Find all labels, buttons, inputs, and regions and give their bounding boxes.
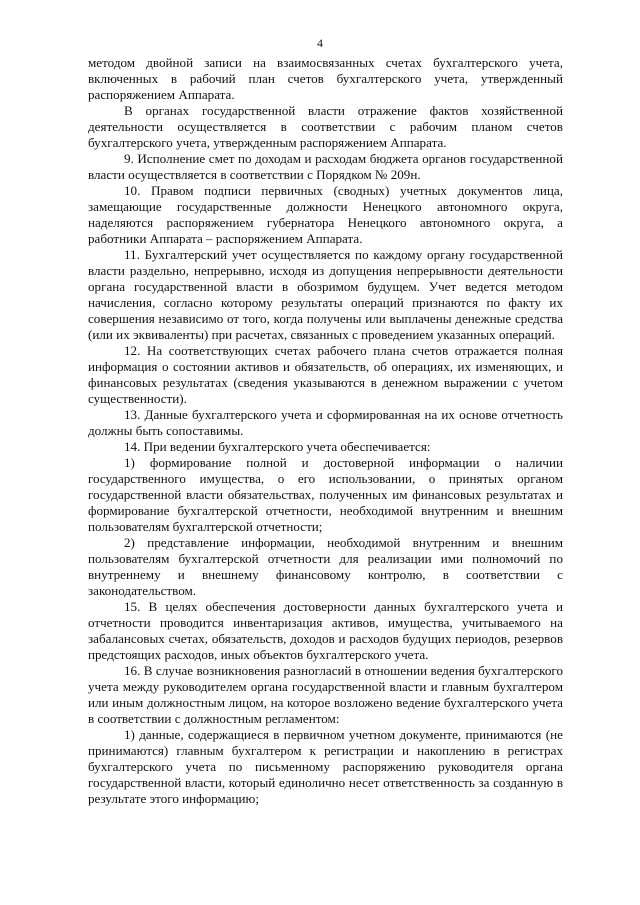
paragraph-9: 9. Исполнение смет по доходам и расходам бюджета органов государственной власти осуществляется в соответствии с Порядком № 209н. <box>88 151 563 182</box>
document-body <box>88 55 563 807</box>
paragraph-10: 10. Правом подписи первичных (сводных) учетных документов лица, замещающие государственные должности Ненецкого автономного округа, наделяются распоряжением губернатора Ненецкого автономного округа, а работники Аппарата – распоряжением Аппарата. <box>88 183 563 246</box>
paragraph-12: 12. На соответствующих счетах рабочего плана счетов отражается полная информация о состоянии активов и обязательств, об операциях, их изменяющих, и финансовых результатах (сведения указываются в денежном выражении с учетом существенности). <box>88 343 563 406</box>
paragraph-13: 13. Данные бухгалтерского учета и сформированная на их основе отчетность должны быть сопоставимы. <box>88 407 563 438</box>
paragraph-continuation: методом двойной записи на взаимосвязанных счетах бухгалтерского учета, включенных в рабочий план счетов бухгалтерского учета, утвержденный распоряжением Аппарата. <box>88 55 563 102</box>
paragraph-14: 14. При ведении бухгалтерского учета обеспечивается: <box>124 439 431 454</box>
paragraph-15: 15. В целях обеспечения достоверности данных бухгалтерского учета и отчетности проводится инвентаризация активов, имущества, учитываемого на забалансовых счетах, обязательств, доходов и расходов будущих периодов, резервов предстоящих расходов, иных объектов бухгалтерского учета. <box>88 599 563 662</box>
paragraph-11: 11. Бухгалтерский учет осуществляется по каждому органу государственной власти раздельно, непрерывно, исходя из допущения непрерывности деятельности органа государственной власти в обозримом будущем. Учет ведется методом начисления, согласно которому результаты операций признаются по факту их совершения независимо от того, когда получены или выплачены денежные средства (или их эквиваленты) при расчетах, связанных с проведением указанных операций. <box>88 247 563 342</box>
paragraph-14-item-1: 1) формирование полной и достоверной информации о наличии государственного имущества, о его использовании, о принятых органом государственной власти обязательствах, полученных им финансовых результатах и формирование бухгалтерской отчетности, необходимой внутренним и внешним пользователям бухгалтерской отчетности; <box>88 455 563 534</box>
paragraph-14-item-2: 2) представление информации, необходимой внутренним и внешним пользователям бухгалтерской отчетности для реализации ими полномочий по внутреннему и внешнему финансовому контролю, в соответствии с законодательством. <box>88 535 563 598</box>
page-number: 4 <box>317 36 323 50</box>
paragraph-16-item-1: 1) данные, содержащиеся в первичном учетном документе, принимаются (не принимаются) главным бухгалтером к регистрации и накоплению в регистрах бухгалтерского учета по письменному распоряжению руководителя органа государственной власти, который единолично несет ответственность за созданную в результате этого информацию; <box>88 727 563 806</box>
paragraph-accounting-reflection: В органах государственной власти отражение фактов хозяйственной деятельности осуществляется в соответствии с рабочим планом счетов бухгалтерского учета, утвержденным распоряжением Аппарата. <box>88 103 563 150</box>
paragraph-16: 16. В случае возникновения разногласий в отношении ведения бухгалтерского учета между руководителем органа государственной власти и главным бухгалтером или иным должностным лицом, на которое возложено ведение бухгалтерского учета в соответствии с должностным регламентом: <box>88 663 563 726</box>
